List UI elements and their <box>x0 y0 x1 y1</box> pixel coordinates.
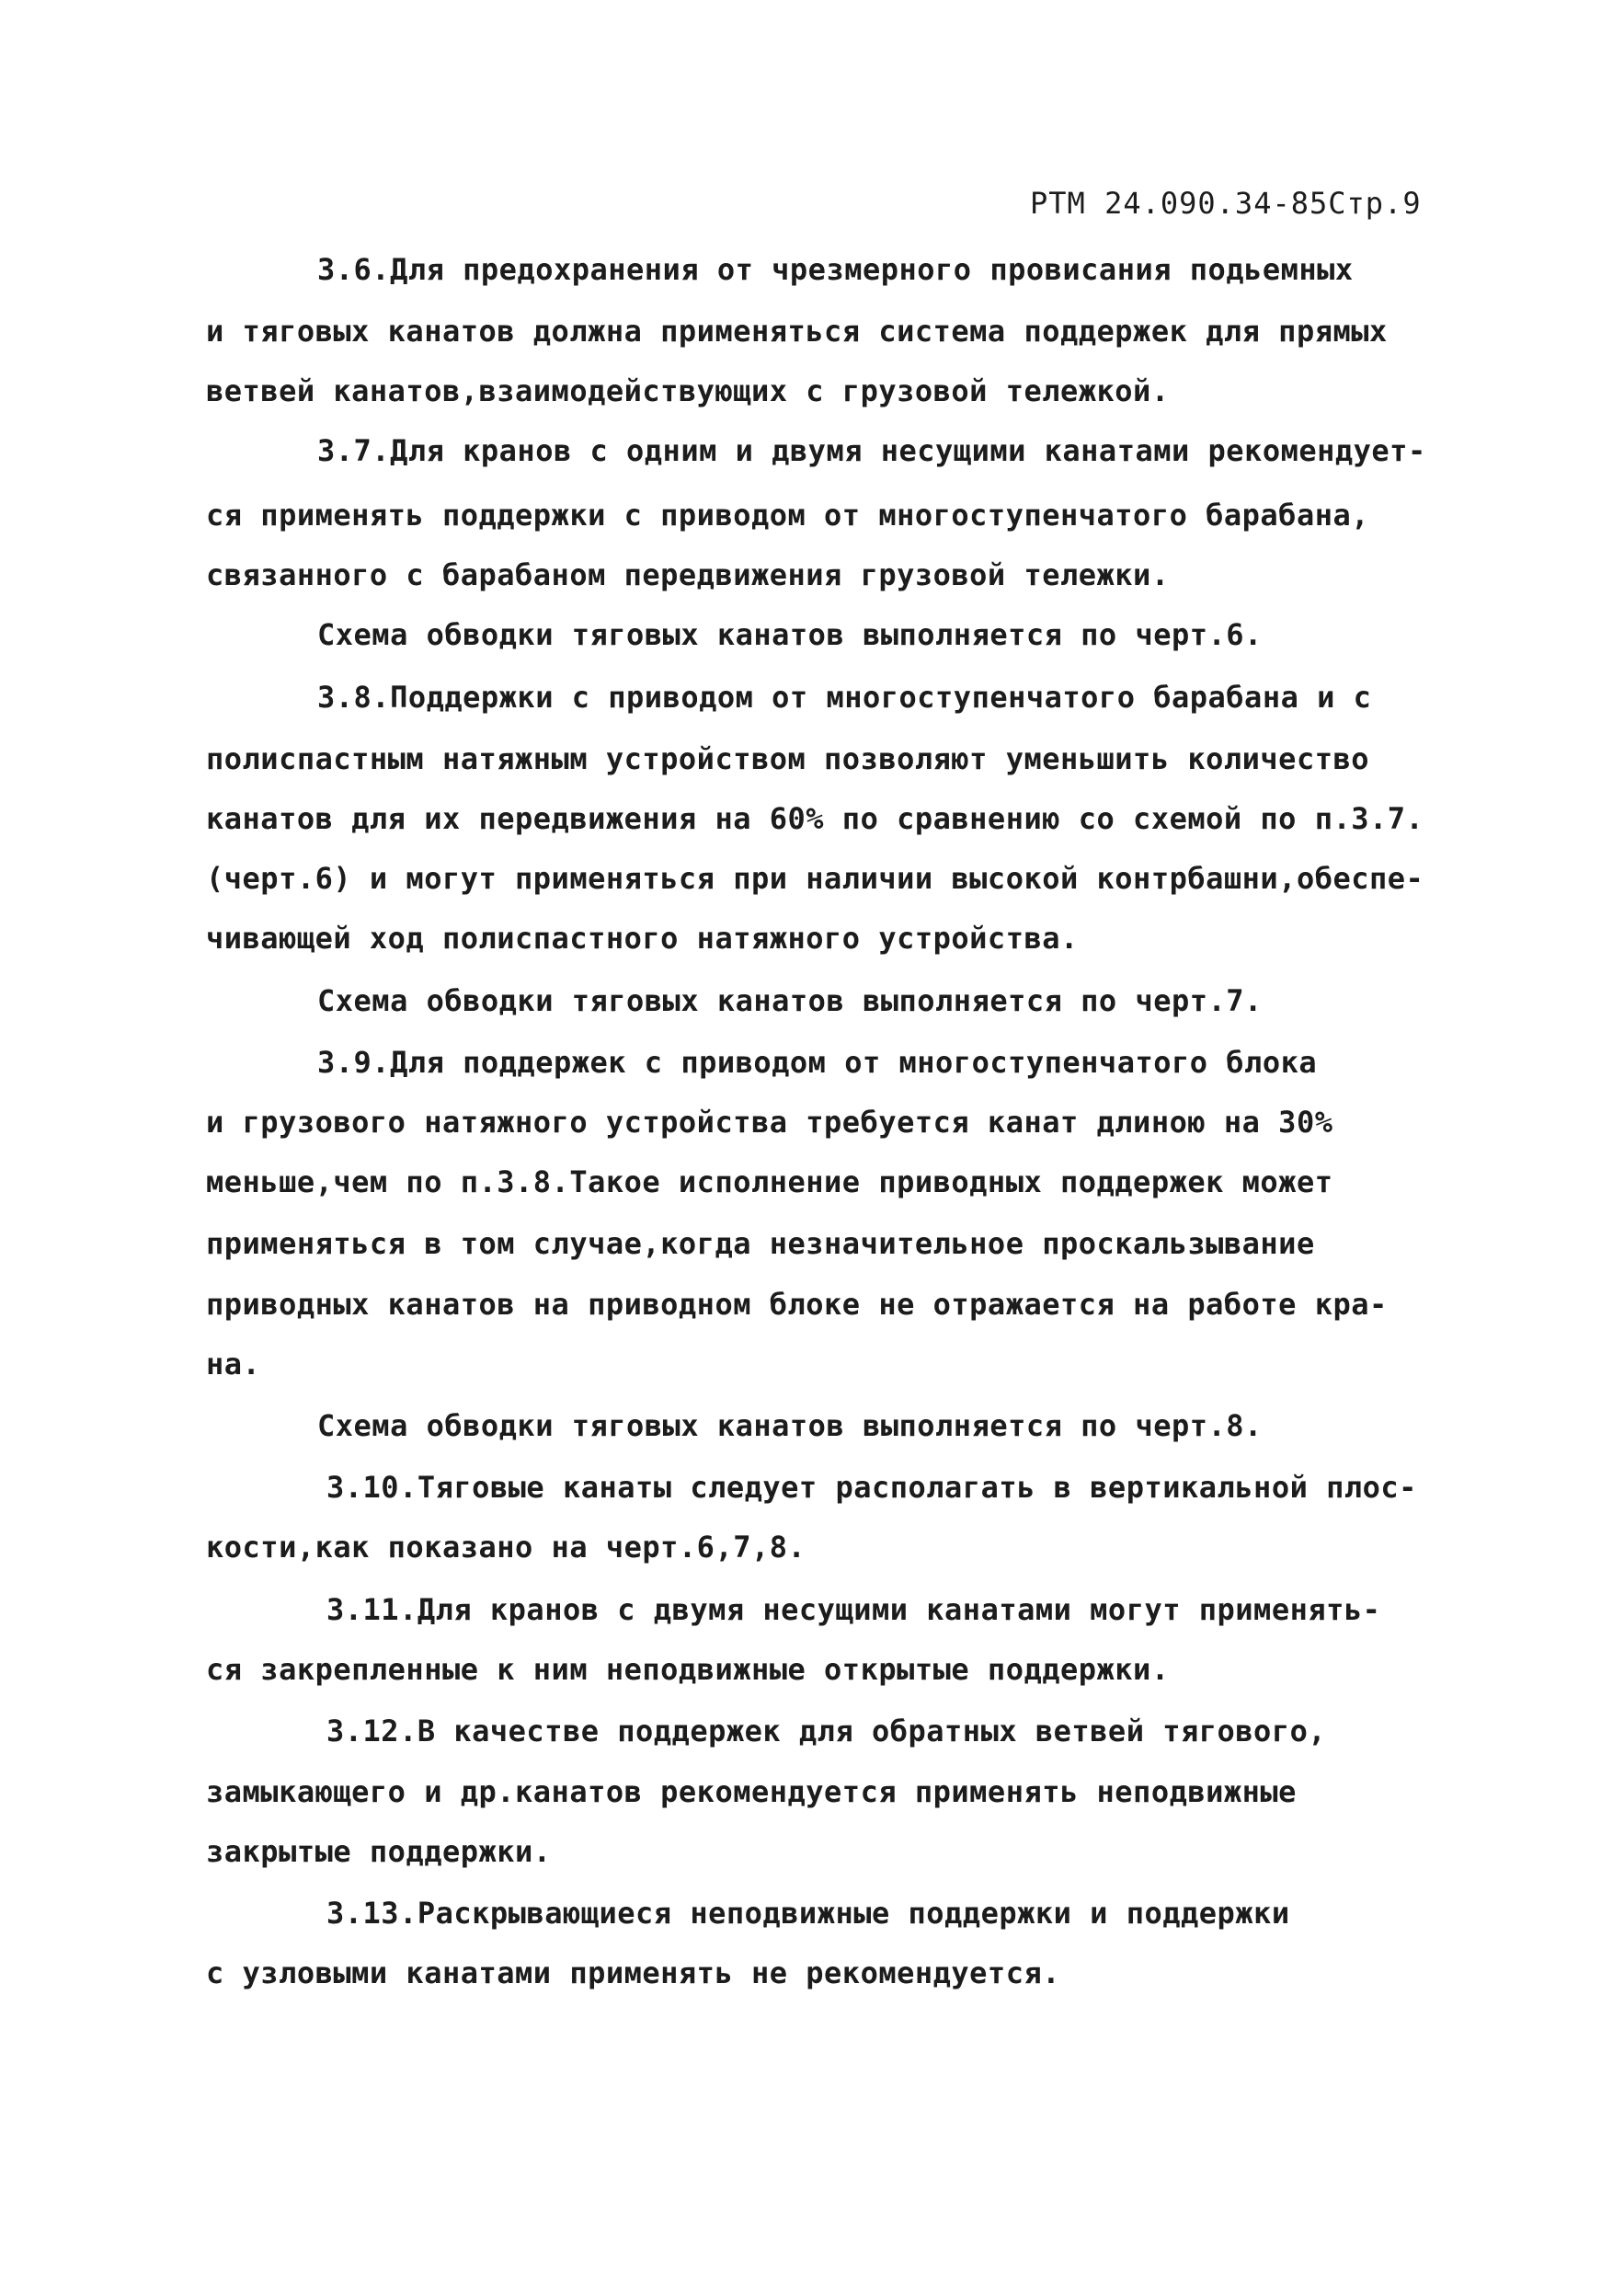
text-line: 3.7.Для кранов с одним и двумя несущими канатами рекомендует- <box>317 433 1426 468</box>
text-line: Схема обводки тяговых канатов выполняется по черт.6. <box>317 617 1263 652</box>
text-line: полиспастным натяжным устройством позволяют уменьшить количество <box>206 741 1369 776</box>
text-line: 3.12.В качестве поддержек для обратных ветвей тягового, <box>326 1714 1327 1748</box>
text-line: замыкающего и др.канатов рекомендуется применять неподвижные <box>206 1774 1297 1809</box>
text-line: применяться в том случае,когда незначительное проскальзывание <box>206 1226 1315 1261</box>
text-line: ся закрепленные к ним неподвижные открытые поддержки. <box>206 1652 1170 1687</box>
text-line: с узловыми канатами применять не рекомендуется. <box>206 1955 1060 1990</box>
text-line: Схема обводки тяговых канатов выполняется по черт.8. <box>317 1408 1263 1443</box>
text-line: и тяговых канатов должна применяться система поддержек для прямых <box>206 314 1388 349</box>
text-line: ветвей канатов,взаимодействующих с грузовой тележкой. <box>206 373 1170 408</box>
text-line: связанного с барабаном передвижения грузовой тележки. <box>206 557 1170 592</box>
text-line: 3.8.Поддержки с приводом от многоступенчатого барабана и с <box>317 680 1372 715</box>
text-line: чивающей ход полиспастного натяжного устройства. <box>206 921 1079 956</box>
text-line: 3.10.Тяговые канаты следует располагать в вертикальной плос- <box>326 1470 1417 1505</box>
text-line: 3.11.Для кранов с двумя несущими канатами могут применять- <box>326 1592 1381 1627</box>
text-line: приводных канатов на приводном блоке не отражается на работе кра- <box>206 1287 1388 1322</box>
text-line: Схема обводки тяговых канатов выполняется по черт.7. <box>317 983 1263 1018</box>
text-line: кости,как показано на черт.6,7,8. <box>206 1530 806 1565</box>
text-line: и грузового натяжного устройства требуется канат длиною на 30% <box>206 1105 1333 1140</box>
text-line: канатов для их передвижения на 60% по сравнению со схемой по п.3.7. <box>206 801 1424 836</box>
text-line: 3.9.Для поддержек с приводом от многоступенчатого блока <box>317 1045 1318 1080</box>
text-line: закрытые поддержки. <box>206 1834 552 1869</box>
text-line: ся применять поддержки с приводом от многоступенчатого барабана, <box>206 498 1369 533</box>
text-line: на. <box>206 1347 261 1382</box>
text-line: меньше,чем по п.3.8.Такое исполнение приводных поддержек может <box>206 1164 1333 1199</box>
text-line: (черт.6) и могут применяться при наличии высокой контрбашни,обеспе- <box>206 861 1424 896</box>
page-header: РТМ 24.090.34-85Стр.9 <box>1030 186 1422 221</box>
text-line: 3.13.Раскрывающиеся неподвижные поддержки и поддержки <box>326 1896 1290 1931</box>
text-line: 3.6.Для предохранения от чрезмерного провисания подьемных <box>317 252 1354 287</box>
